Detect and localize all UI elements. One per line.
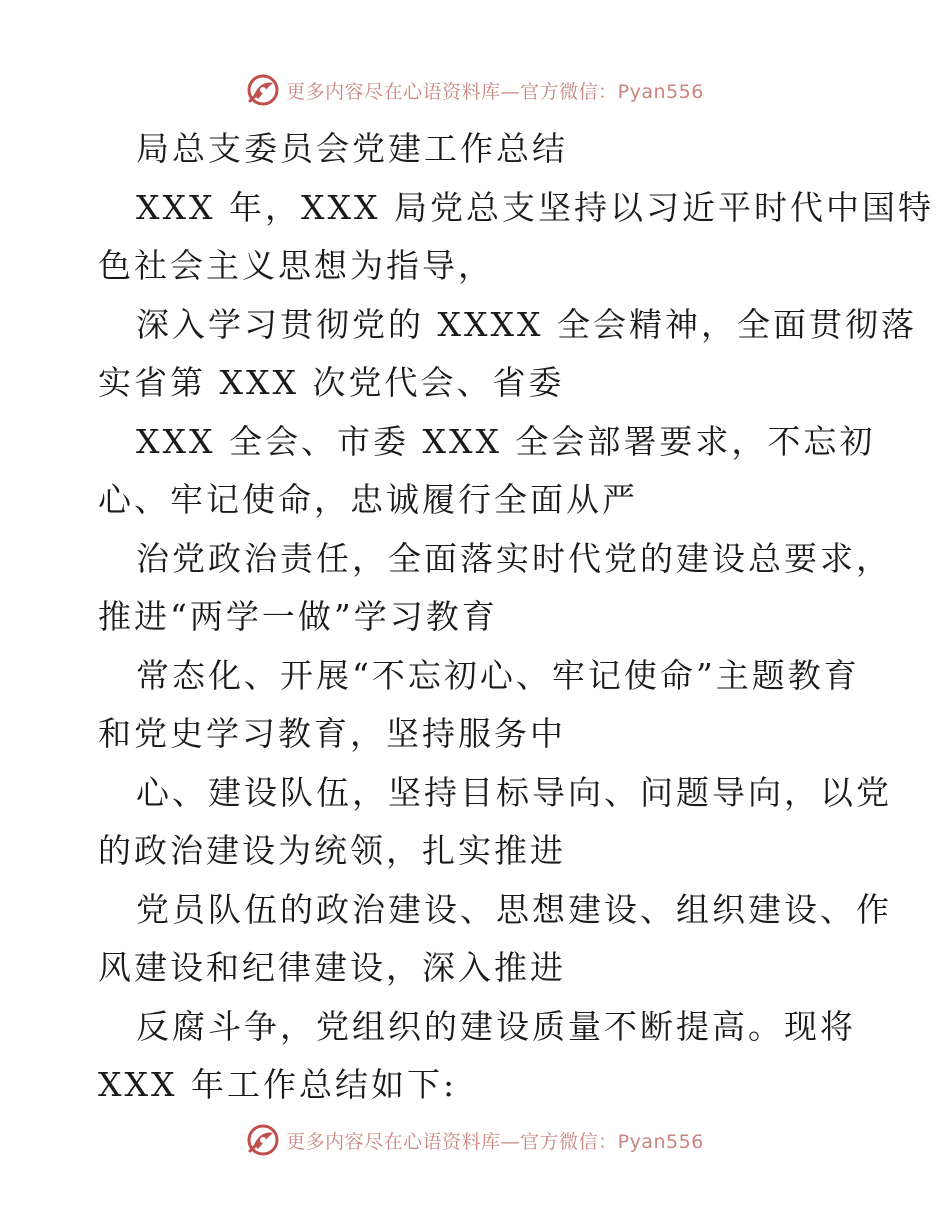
paragraph-line: 治党政治责任，全面落实时代党的建设总要求，	[136, 538, 892, 578]
brand-logo-icon	[246, 73, 280, 107]
paragraph-line: 常态化、开展“不忘初心、牢记使命”主题教育	[136, 655, 860, 695]
paragraph-line: 风建设和纪律建设，深入推进	[98, 948, 566, 987]
paragraph-line: 心、牢记使命，忠诚履行全面从严	[98, 480, 638, 519]
paragraph-line: XXX 全会、市委 XXX 全会部署要求，不忘初	[136, 421, 876, 461]
paragraph-line: 心、建设队伍，坚持目标导向、问题导向，以党	[136, 772, 892, 812]
paragraph-line: 和党史学习教育，坚持服务中	[98, 714, 566, 753]
watermark-text: 更多内容尽在心语资料库—官方微信：Pyan556	[286, 80, 704, 103]
document-title: 局总支委员会党建工作总结	[136, 129, 568, 168]
watermark-text: 更多内容尽在心语资料库—官方微信：Pyan556	[286, 1130, 704, 1153]
paragraph-line: 色社会主义思想为指导，	[98, 246, 494, 285]
paragraph-line: 党员队伍的政治建设、思想建设、组织建设、作	[136, 889, 892, 929]
paragraph-line: 深入学习贯彻党的 XXXX 全会精神，全面贯彻落	[136, 304, 917, 344]
watermark-header	[0, 70, 950, 110]
paragraph-line: 的政治建设为统领，扎实推进	[98, 831, 566, 870]
paragraph-line: 实省第 XXX 次党代会、省委	[98, 363, 565, 402]
watermark-footer	[0, 1120, 950, 1160]
document-body	[98, 120, 934, 1115]
paragraph-line: 推进“两学一做”学习教育	[98, 597, 498, 636]
paragraph-line: XXX 年工作总结如下:	[98, 1065, 458, 1104]
brand-logo-icon	[246, 1123, 280, 1157]
paragraph-line: XXX 年，XXX 局党总支坚持以习近平时代中国特	[136, 187, 934, 227]
paragraph-line: 反腐斗争，党组织的建设质量不断提高。现将	[136, 1006, 856, 1046]
